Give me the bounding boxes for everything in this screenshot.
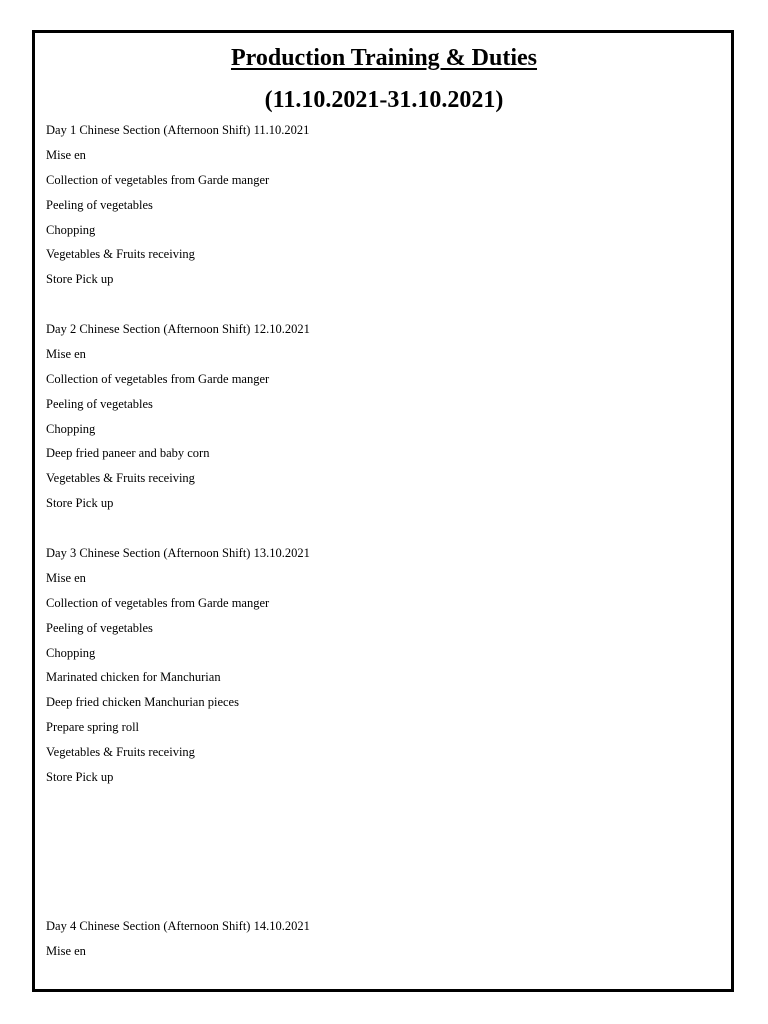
task-item: Deep fried chicken Manchurian pieces [46,695,239,709]
task-item: Marinated chicken for Manchurian [46,670,221,684]
task-item: Chopping [46,422,96,436]
document-title: Production Training & Duties [230,45,538,71]
task-item: Store Pick up [46,770,114,784]
task-item: Deep fried paneer and baby corn [46,446,210,460]
task-item: Mise en [46,347,86,361]
task-item: Vegetables & Fruits receiving [46,745,195,759]
task-item: Chopping [46,646,96,660]
task-item: Mise en [46,571,86,585]
task-item: Collection of vegetables from Garde manger [46,372,270,386]
day-heading: Day 1 Chinese Section (Afternoon Shift) 11.10.2021 [46,123,310,137]
task-item: Vegetables & Fruits receiving [46,471,195,485]
task-item: Peeling of vegetables [46,397,153,411]
document-date-range: (11.10.2021-31.10.2021) [264,87,504,113]
task-item: Collection of vegetables from Garde manger [46,596,270,610]
day-heading: Day 2 Chinese Section (Afternoon Shift) 12.10.2021 [46,322,310,336]
task-item: Prepare spring roll [46,720,140,734]
task-item: Mise en [46,944,86,958]
task-item: Vegetables & Fruits receiving [46,247,195,261]
task-item: Collection of vegetables from Garde manger [46,173,270,187]
task-item: Peeling of vegetables [46,198,153,212]
task-item: Store Pick up [46,496,114,510]
task-item: Store Pick up [46,272,114,286]
task-item: Mise en [46,148,86,162]
day-heading: Day 3 Chinese Section (Afternoon Shift) 13.10.2021 [46,546,310,560]
task-item: Chopping [46,223,96,237]
day-heading: Day 4 Chinese Section (Afternoon Shift) 14.10.2021 [46,919,310,933]
task-item: Peeling of vegetables [46,621,153,635]
